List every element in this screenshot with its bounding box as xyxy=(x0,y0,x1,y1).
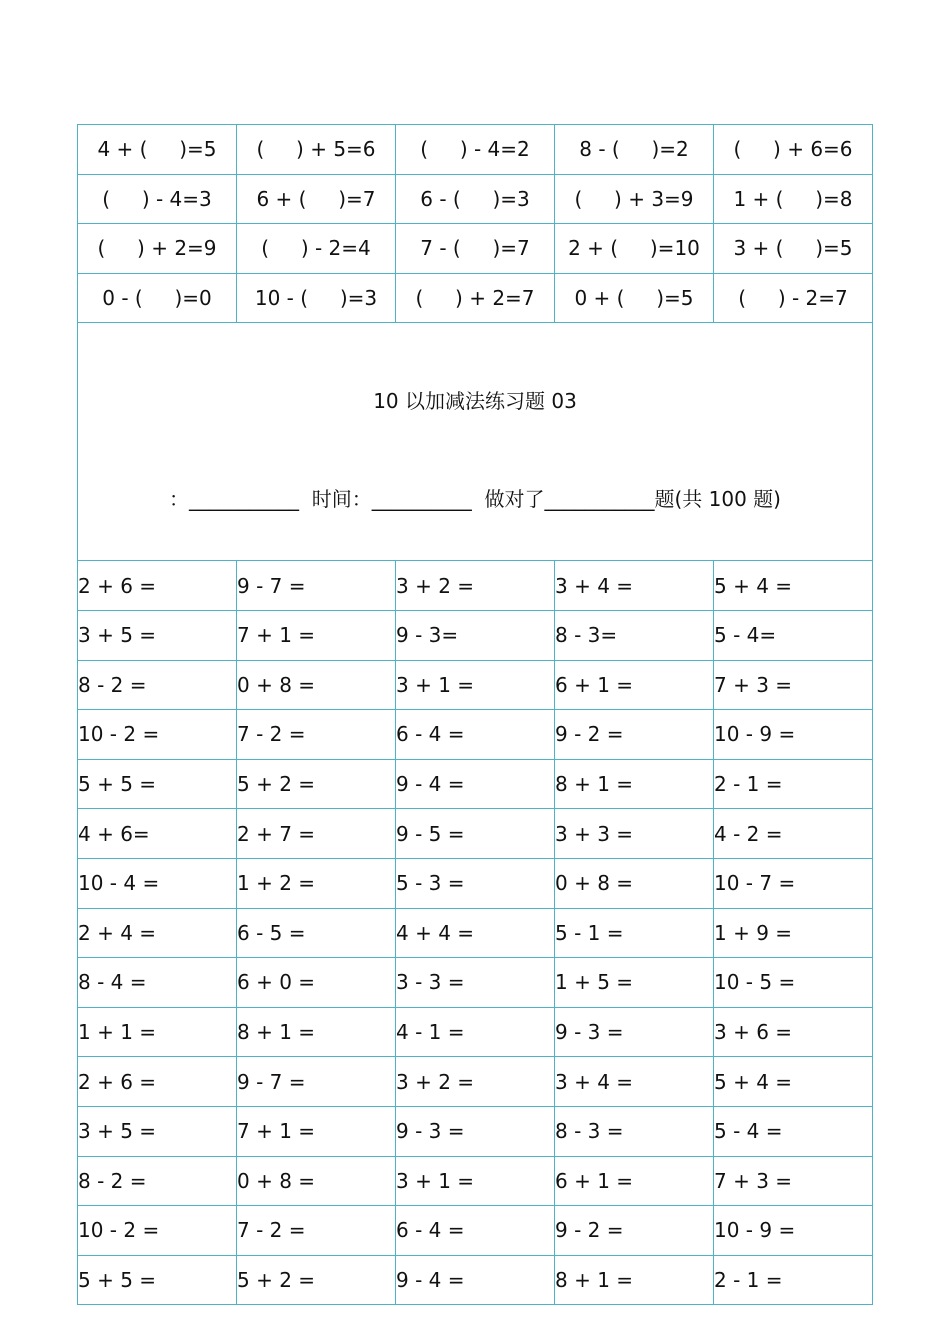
problem-cell: 3 + 5 = xyxy=(78,610,237,660)
problem-cell: 7 + 1 = xyxy=(237,1106,396,1156)
calculation-row xyxy=(78,561,873,611)
calculation-row xyxy=(78,1106,873,1156)
problem-cell: 5 - 3 = xyxy=(396,858,555,908)
problem-cell: 0 + 8 = xyxy=(237,1156,396,1206)
problem-cell: 9 - 7 = xyxy=(237,561,396,611)
problem-cell: ( ) + 3=9 xyxy=(555,174,714,224)
problem-cell: 2 - 1 = xyxy=(714,1255,873,1305)
problem-cell: 1 + 1 = xyxy=(78,1007,237,1057)
problem-cell: 10 - 5 = xyxy=(714,958,873,1008)
fill-blank-row xyxy=(78,125,873,175)
problem-cell: 9 - 3= xyxy=(396,610,555,660)
problem-cell: 7 + 3 = xyxy=(714,1156,873,1206)
problem-cell: 3 + 4 = xyxy=(555,1057,714,1107)
problem-cell: 5 + 2 = xyxy=(237,1255,396,1305)
problem-cell: 3 + 4 = xyxy=(555,561,714,611)
problem-cell: 10 - 2 = xyxy=(78,710,237,760)
problem-cell: 5 + 5 = xyxy=(78,1255,237,1305)
calculation-row xyxy=(78,610,873,660)
problem-cell: 9 - 2 = xyxy=(555,1206,714,1256)
problem-cell: ( ) - 2=4 xyxy=(237,224,396,274)
problem-cell: 8 - 4 = xyxy=(78,958,237,1008)
problem-cell: 2 + ( )=10 xyxy=(555,224,714,274)
problem-cell: 9 - 3 = xyxy=(555,1007,714,1057)
problem-cell: 0 + 8 = xyxy=(555,858,714,908)
calculation-row xyxy=(78,858,873,908)
problem-cell: 9 - 7 = xyxy=(237,1057,396,1107)
problem-cell: 9 - 3 = xyxy=(396,1106,555,1156)
calculation-row xyxy=(78,1057,873,1107)
problem-cell: 3 + 1 = xyxy=(396,660,555,710)
problem-cell: 0 + 8 = xyxy=(237,660,396,710)
problem-cell: 6 + 0 = xyxy=(237,958,396,1008)
calculation-row xyxy=(78,958,873,1008)
problem-cell: 8 - 2 = xyxy=(78,660,237,710)
calculation-row xyxy=(78,1206,873,1256)
problem-cell: 4 + 4 = xyxy=(396,908,555,958)
problem-cell: 4 + ( )=5 xyxy=(78,125,237,175)
problem-cell: 3 + 2 = xyxy=(396,561,555,611)
problem-cell: 10 - 2 = xyxy=(78,1206,237,1256)
problem-cell: 9 - 5 = xyxy=(396,809,555,859)
problem-cell: 9 - 2 = xyxy=(555,710,714,760)
problem-cell: 6 - 4 = xyxy=(396,710,555,760)
problem-cell: 3 + 2 = xyxy=(396,1057,555,1107)
fill-blank-row xyxy=(78,273,873,323)
problem-cell: 10 - 4 = xyxy=(78,858,237,908)
problem-cell: 8 - 3= xyxy=(555,610,714,660)
problem-cell: 2 + 7 = xyxy=(237,809,396,859)
problem-cell: 10 - 9 = xyxy=(714,1206,873,1256)
problem-cell: 2 + 6 = xyxy=(78,561,237,611)
problem-cell: ( ) + 2=9 xyxy=(78,224,237,274)
problem-cell: 10 - 7 = xyxy=(714,858,873,908)
fill-blank-row xyxy=(78,224,873,274)
problem-cell: ( ) + 5=6 xyxy=(237,125,396,175)
calculation-row xyxy=(78,759,873,809)
problem-cell: 1 + 5 = xyxy=(555,958,714,1008)
problem-cell: 4 + 6= xyxy=(78,809,237,859)
problem-cell: 5 + 5 = xyxy=(78,759,237,809)
problem-cell: 3 + 3 = xyxy=(555,809,714,859)
problem-cell: 5 - 1 = xyxy=(555,908,714,958)
problem-cell: 3 + 5 = xyxy=(78,1106,237,1156)
worksheet-title: 10 以加减法练习题 03 xyxy=(373,389,577,414)
calculation-row xyxy=(78,908,873,958)
calculation-row xyxy=(78,710,873,760)
calculation-row xyxy=(78,660,873,710)
worksheet-meta-line: ：___________ 时间：__________ 做对了___________题(共 100 题) xyxy=(169,487,781,512)
problem-cell: ( ) - 4=3 xyxy=(78,174,237,224)
problem-cell: 6 - 5 = xyxy=(237,908,396,958)
problem-cell: 4 - 2 = xyxy=(714,809,873,859)
problem-cell: 1 + 2 = xyxy=(237,858,396,908)
problem-cell: ( ) + 2=7 xyxy=(396,273,555,323)
problem-cell: 5 + 4 = xyxy=(714,561,873,611)
problem-cell: 3 + 1 = xyxy=(396,1156,555,1206)
problem-cell: 5 + 4 = xyxy=(714,1057,873,1107)
problem-cell: ( ) - 2=7 xyxy=(714,273,873,323)
problem-cell: ( ) + 6=6 xyxy=(714,125,873,175)
problem-cell: 8 - 2 = xyxy=(78,1156,237,1206)
problem-cell: 3 + 6 = xyxy=(714,1007,873,1057)
problem-cell: 1 + 9 = xyxy=(714,908,873,958)
problem-cell: 8 - 3 = xyxy=(555,1106,714,1156)
header-row xyxy=(78,323,873,561)
calculation-row xyxy=(78,809,873,859)
calculation-row xyxy=(78,1007,873,1057)
problem-cell: 8 + 1 = xyxy=(555,759,714,809)
problem-cell: 7 - 2 = xyxy=(237,710,396,760)
fill-blank-section xyxy=(78,125,873,323)
worksheet-header-section xyxy=(78,323,873,561)
problem-cell: 5 - 4 = xyxy=(714,1106,873,1156)
problem-cell: 4 - 1 = xyxy=(396,1007,555,1057)
problem-cell: 9 - 4 = xyxy=(396,1255,555,1305)
fill-blank-row xyxy=(78,174,873,224)
problem-cell: 7 + 3 = xyxy=(714,660,873,710)
problem-cell: 7 - 2 = xyxy=(237,1206,396,1256)
problem-cell: 7 - ( )=7 xyxy=(396,224,555,274)
problem-cell: 5 - 4= xyxy=(714,610,873,660)
problem-cell: 10 - ( )=3 xyxy=(237,273,396,323)
header-cell xyxy=(78,323,873,561)
problem-cell: 8 + 1 = xyxy=(555,1255,714,1305)
problem-cell: 6 + 1 = xyxy=(555,1156,714,1206)
problem-cell: 6 - 4 = xyxy=(396,1206,555,1256)
problem-cell: 0 + ( )=5 xyxy=(555,273,714,323)
problem-cell: 5 + 2 = xyxy=(237,759,396,809)
calculation-row xyxy=(78,1255,873,1305)
problem-cell: 8 - ( )=2 xyxy=(555,125,714,175)
problem-cell: 2 - 1 = xyxy=(714,759,873,809)
problem-cell: 3 + ( )=5 xyxy=(714,224,873,274)
problem-cell: 10 - 9 = xyxy=(714,710,873,760)
problem-cell: 3 - 3 = xyxy=(396,958,555,1008)
problem-cell: 2 + 6 = xyxy=(78,1057,237,1107)
calculation-section xyxy=(78,561,873,1305)
problem-cell: ( ) - 4=2 xyxy=(396,125,555,175)
worksheet-table xyxy=(77,124,873,1305)
problem-cell: 8 + 1 = xyxy=(237,1007,396,1057)
problem-cell: 0 - ( )=0 xyxy=(78,273,237,323)
problem-cell: 1 + ( )=8 xyxy=(714,174,873,224)
calculation-row xyxy=(78,1156,873,1206)
problem-cell: 2 + 4 = xyxy=(78,908,237,958)
problem-cell: 6 + ( )=7 xyxy=(237,174,396,224)
problem-cell: 9 - 4 = xyxy=(396,759,555,809)
problem-cell: 6 - ( )=3 xyxy=(396,174,555,224)
problem-cell: 7 + 1 = xyxy=(237,610,396,660)
problem-cell: 6 + 1 = xyxy=(555,660,714,710)
